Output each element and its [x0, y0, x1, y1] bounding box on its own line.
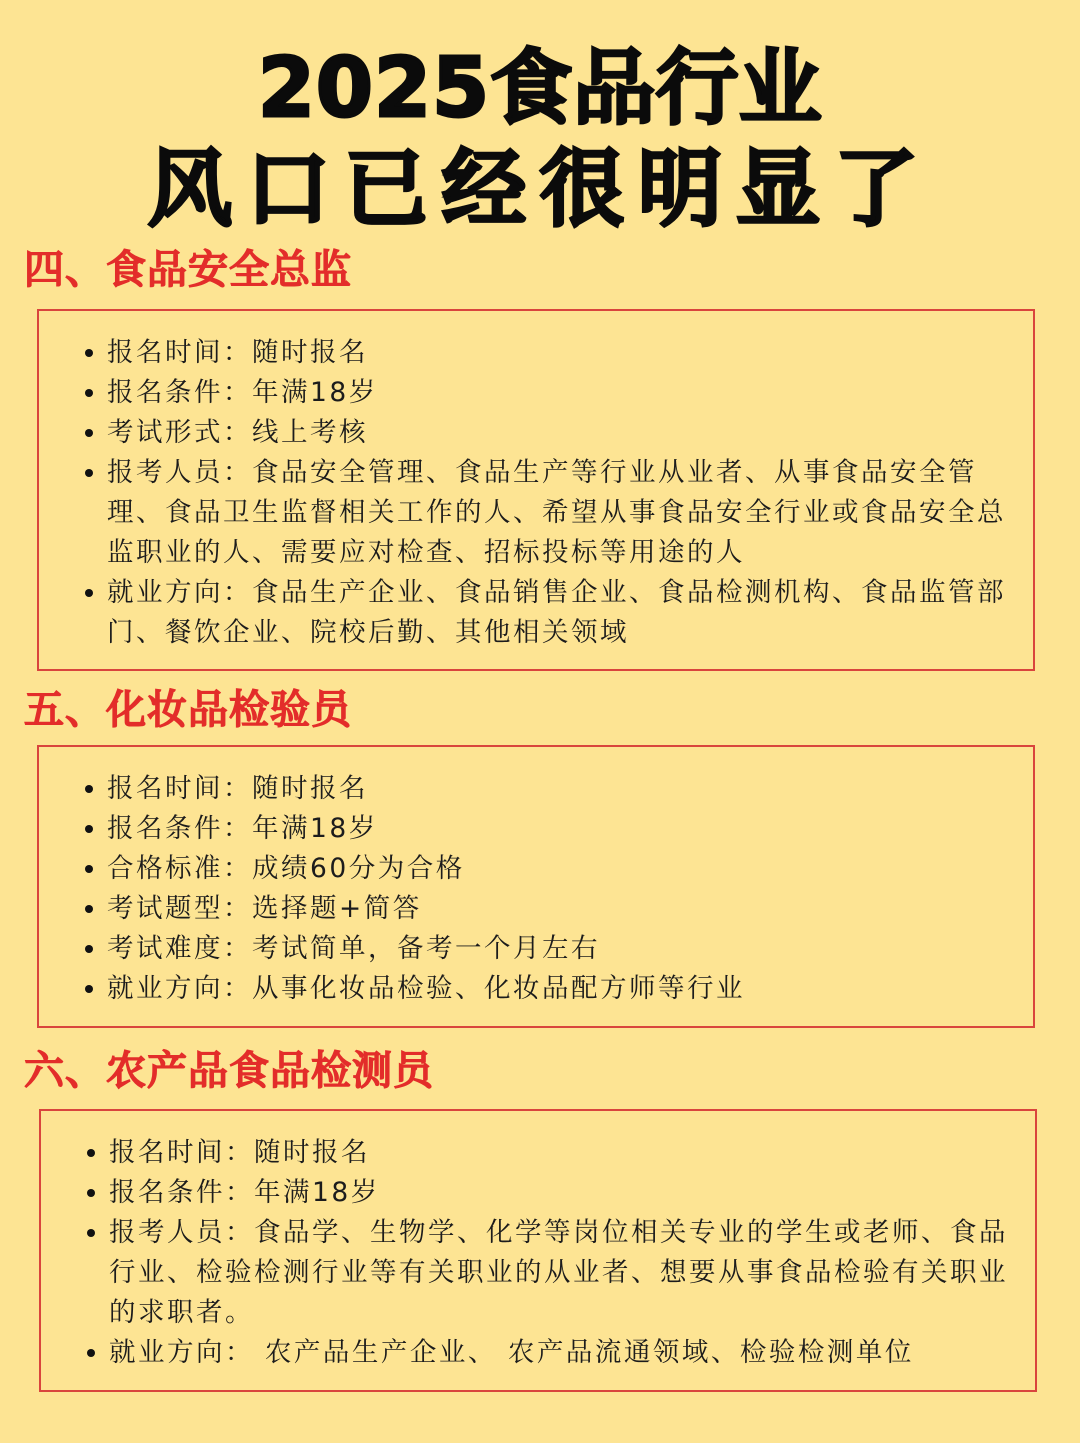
list-item-exam-format: 考试形式：线上考核 [39, 413, 1033, 453]
list-item-registration-time: 报名时间：随时报名 [39, 333, 1033, 373]
list-item-registration-requirement: 报名条件：年满18岁 [39, 373, 1033, 413]
page-title-line-1: 2025食品行业 [257, 41, 823, 136]
list-item-question-types: 考试题型：选择题+简答 [39, 889, 1033, 929]
section-title-agri-food-inspector: 六、农产品食品检测员 [24, 1048, 434, 1094]
list-item-registration-time: 报名时间：随时报名 [41, 1133, 1035, 1173]
list-item-exam-difficulty: 考试难度：考试简单，备考一个月左右 [39, 929, 1033, 969]
list-item-career-direction: 就业方向： 农产品生产企业、 农产品流通领域、检验检测单位 [41, 1333, 1035, 1373]
section-title-food-safety-director: 四、食品安全总监 [24, 247, 352, 293]
info-list [39, 769, 1033, 1009]
list-item-registration-requirement: 报名条件：年满18岁 [41, 1173, 1035, 1213]
info-list [41, 1133, 1035, 1373]
list-item-career-direction: 就业方向：从事化妆品检验、化妆品配方师等行业 [39, 969, 1033, 1009]
section-title-cosmetics-inspector: 五、化妆品检验员 [24, 687, 352, 733]
list-item-passing-standard: 合格标准：成绩60分为合格 [39, 849, 1033, 889]
list-item-registration-requirement: 报名条件：年满18岁 [39, 809, 1033, 849]
info-list [39, 333, 1033, 653]
list-item-eligible-candidates: 报考人员：食品学、生物学、化学等岗位相关专业的学生或老师、食品行业、检验检测行业等有关职业的从业者、想要从事食品检验有关职业的求职者。 [41, 1213, 1035, 1333]
section-box-agri-food-inspector [39, 1109, 1037, 1392]
list-item-eligible-candidates: 报考人员：食品安全管理、食品生产等行业从业者、从事食品安全管理、食品卫生监督相关工作的人、希望从事食品安全行业或食品安全总监职业的人、需要应对检查、招标投标等用途的人 [39, 453, 1033, 573]
list-item-registration-time: 报名时间：随时报名 [39, 769, 1033, 809]
page-title-line-2: 风口已经很明显了 [147, 140, 932, 238]
list-item-career-direction: 就业方向：食品生产企业、食品销售企业、食品检测机构、食品监管部门、餐饮企业、院校后勤、其他相关领域 [39, 573, 1033, 653]
section-box-cosmetics-inspector [37, 745, 1035, 1028]
section-box-food-safety-director [37, 309, 1035, 671]
